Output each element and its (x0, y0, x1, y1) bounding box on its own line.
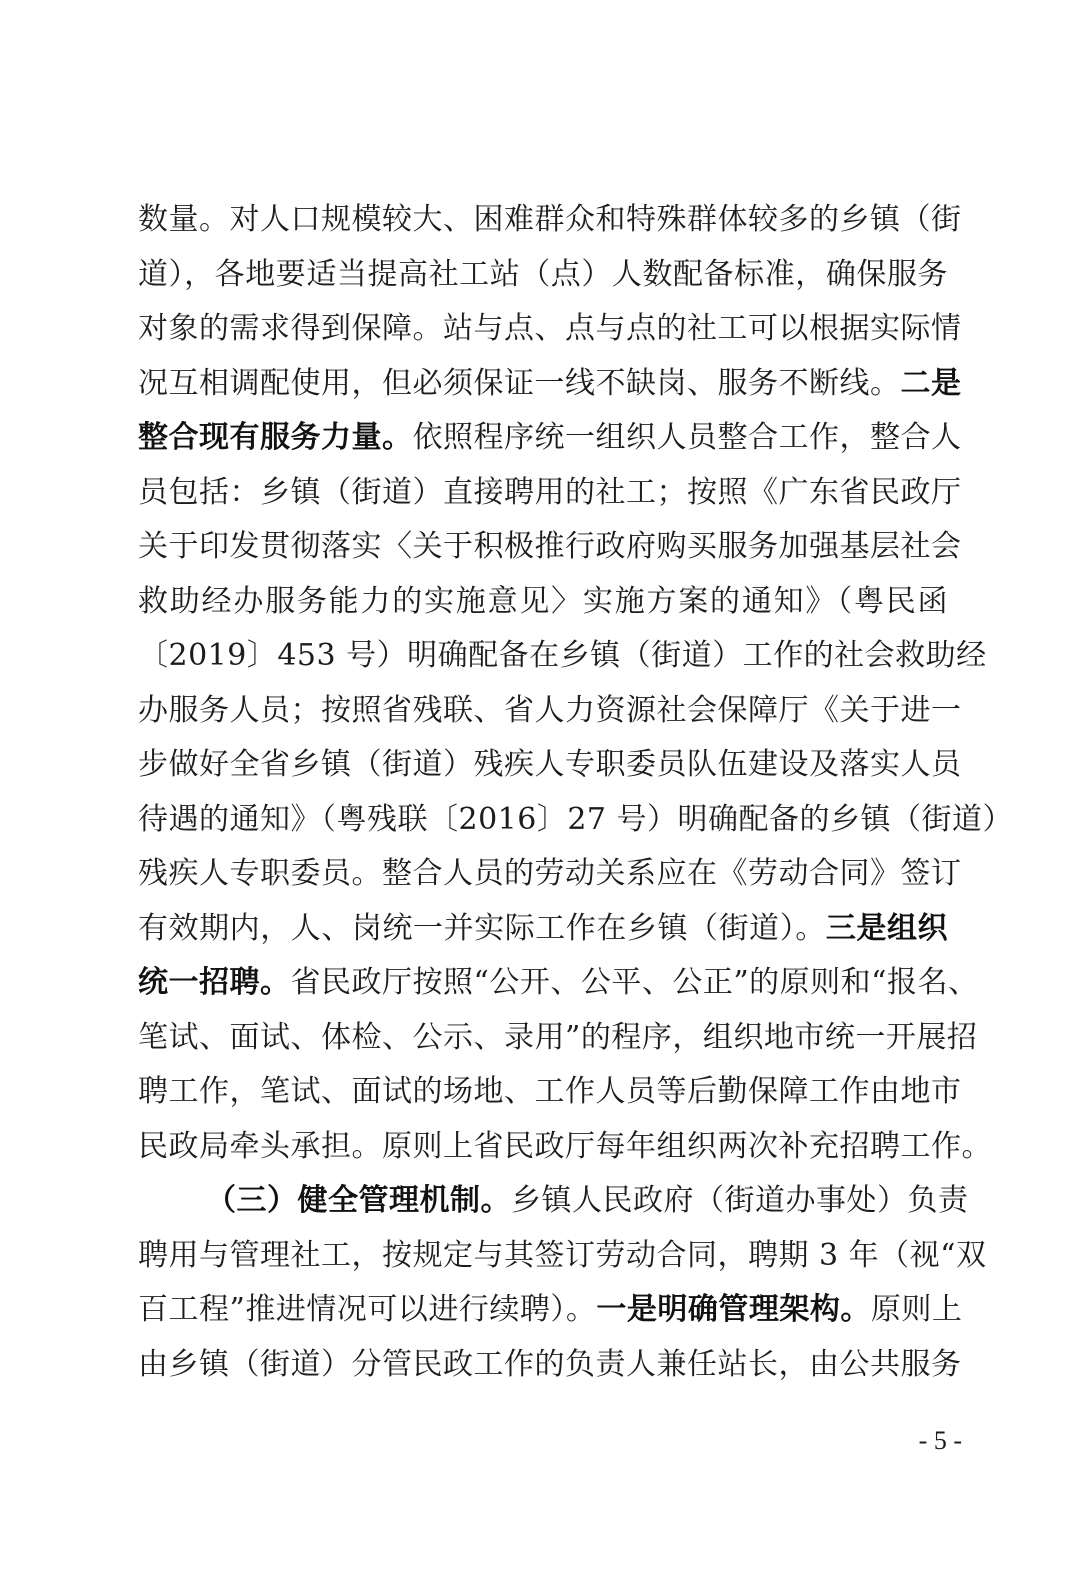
body-text-segment: 救助经办服务能力的实施意见〉实施方案的通知》（粤民函 (138, 583, 948, 619)
text-line (138, 793, 1014, 848)
body-text-segment: 员包括：乡镇（街道）直接聘用的社工；按照《广东省民政厅 (138, 474, 962, 510)
body-text-segment: 原则上 (870, 1292, 963, 1327)
body-text-segment: 数量。对人口规模较大、困难群众和特殊群体较多的乡镇（街 (138, 202, 962, 237)
bold-heading-text: 整合现有服务力量。 (138, 420, 413, 455)
text-line (138, 466, 962, 521)
body-text-segment: 步做好全省乡镇（街道）残疾人专职委员队伍建设及落实人员 (138, 747, 962, 782)
body-text-segment: 乡镇人民政府（街道办事处）负责 (511, 1183, 969, 1218)
body-text-segment: 办服务人员；按照省残联、省人力资源社会保障厅《关于进一 (138, 692, 962, 728)
body-text-segment: 省民政厅按照“公开、公平、公正”的原则和“报名、 (290, 965, 979, 1000)
text-line (138, 1174, 969, 1229)
text-line (138, 193, 962, 248)
text-line (138, 956, 979, 1011)
page-number: - 5 - (918, 1426, 962, 1455)
body-text-segment: 况互相调配使用，但必须保证一线不缺岗、服务不断线。 (138, 365, 901, 401)
body-text-segment: 依照程序统一组织人员整合工作，整合人 (412, 420, 962, 455)
body-text-segment: 关于印发贯彻落实〈关于积极推行政府购买服务加强基层社会 (138, 529, 962, 564)
body-text-segment: 对象的需求得到保障。站与点、点与点的社工可以根据实际情 (138, 311, 962, 346)
text-line (138, 1229, 987, 1284)
text-line (138, 357, 962, 412)
text-line (138, 302, 962, 357)
body-text-segment: 百工程”推进情况可以进行续聘）。 (138, 1292, 597, 1327)
bold-heading-text: 统一招聘。 (138, 965, 291, 1000)
body-text-segment: 聘用与管理社工，按规定与其签订劳动合同，聘期 3 年（视“双 (138, 1237, 987, 1273)
text-line (138, 1120, 992, 1175)
text-line (138, 575, 948, 630)
text-line (138, 1065, 962, 1120)
bold-heading-text: （三）健全管理机制。 (206, 1183, 511, 1218)
text-line (138, 1283, 963, 1338)
text-line (138, 411, 962, 466)
body-text (138, 193, 1014, 1392)
body-text-segment: 笔试、面试、体检、公示、录用”的程序，组织地市统一开展招 (138, 1019, 978, 1055)
body-text-segment: 聘工作，笔试、面试的场地、工作人员等后勤保障工作由地市 (138, 1074, 962, 1109)
text-line (138, 684, 962, 739)
body-text-segment: 由乡镇（街道）分管民政工作的负责人兼任站长，由公共服务 (138, 1346, 962, 1382)
text-line (138, 520, 962, 575)
text-line (138, 847, 962, 902)
text-line (138, 1011, 978, 1066)
text-line (138, 902, 948, 957)
bold-heading-text: 一是明确管理架构。 (596, 1292, 871, 1327)
body-text-segment: 残疾人专职委员。整合人员的劳动关系应在《劳动合同》签订 (138, 856, 962, 891)
body-text-segment: 民政局牵头承担。原则上省民政厅每年组织两次补充招聘工作。 (138, 1128, 992, 1164)
text-line (138, 738, 962, 793)
body-text-segment: 待遇的通知》（粤残联〔2016〕27 号）明确配备的乡镇（街道） (138, 801, 1014, 837)
bold-heading-text: 二是 (900, 365, 962, 401)
body-text-segment: 〔2019〕453 号）明确配备在乡镇（街道）工作的社会救助经 (138, 638, 987, 673)
body-text-segment: 有效期内，人、岗统一并实际工作在乡镇（街道）。 (138, 910, 826, 946)
text-line (138, 629, 987, 684)
body-text-segment: 道），各地要适当提高社工站（点）人数配备标准，确保服务 (138, 256, 948, 292)
bold-heading-text: 三是组织 (825, 910, 949, 946)
text-line (138, 248, 948, 303)
text-line (138, 1338, 962, 1393)
